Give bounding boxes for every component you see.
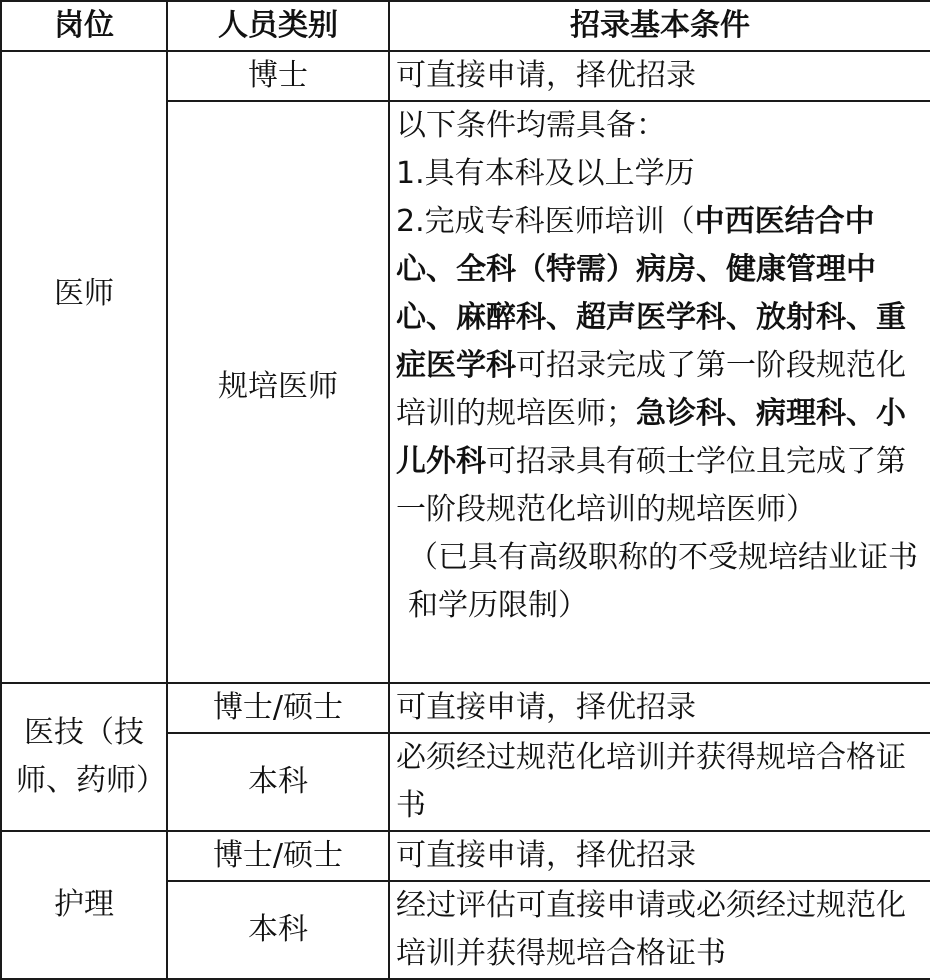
category-nursing-bachelor: 本科: [167, 881, 389, 979]
resident-cond2-mid: 可招录完成了第一阶段规范化培训的规培医师；: [396, 348, 906, 431]
resident-cond2-depts-a: 中西医结合中心、全科（特需）病房、健康管理中心、麻醉科、超声医学科、放射科、重症医学科: [396, 204, 906, 383]
resident-note: （已具有高级职称的不受规培结业证书和学历限制）: [408, 540, 918, 623]
header-row: [1, 1, 930, 51]
requirement-phd: 可直接申请，择优招录: [389, 51, 930, 101]
requirement-resident: [389, 101, 930, 683]
header-requirement: 招录基本条件: [389, 1, 930, 51]
requirement-tech-bachelor: 必须经过规范化培训并获得规培合格证书: [389, 733, 930, 831]
table-row: [1, 831, 930, 881]
category-tech-master: 博士/硕士: [167, 683, 389, 733]
resident-cond1: 1.具有本科及以上学历: [396, 156, 695, 191]
resident-cond2-depts-b: 急诊科、病理科、小儿外科: [396, 396, 906, 479]
table-row: [1, 51, 930, 101]
requirement-nursing-bachelor: 经过评估可直接申请或必须经过规范化培训并获得规培合格证书: [389, 881, 930, 979]
position-tech: 医技（技师、药师）: [1, 683, 167, 831]
resident-cond2-suffix: 可招录具有硕士学位且完成了第一阶段规范化培训的规培医师）: [396, 444, 906, 527]
header-position: 岗位: [1, 1, 167, 51]
category-phd: 博士: [167, 51, 389, 101]
category-nursing-master: 博士/硕士: [167, 831, 389, 881]
category-resident: 规培医师: [167, 101, 389, 683]
position-doctor: 医师: [1, 51, 167, 683]
resident-intro: 以下条件均需具备：: [396, 108, 666, 143]
requirement-nursing-master: 可直接申请，择优招录: [389, 831, 930, 881]
resident-cond2-prefix: 2.完成专科医师培训（: [396, 204, 695, 239]
position-nursing: 护理: [1, 831, 167, 979]
requirement-tech-master: 可直接申请，择优招录: [389, 683, 930, 733]
header-category: 人员类别: [167, 1, 389, 51]
category-tech-bachelor: 本科: [167, 733, 389, 831]
table-row: [1, 683, 930, 733]
